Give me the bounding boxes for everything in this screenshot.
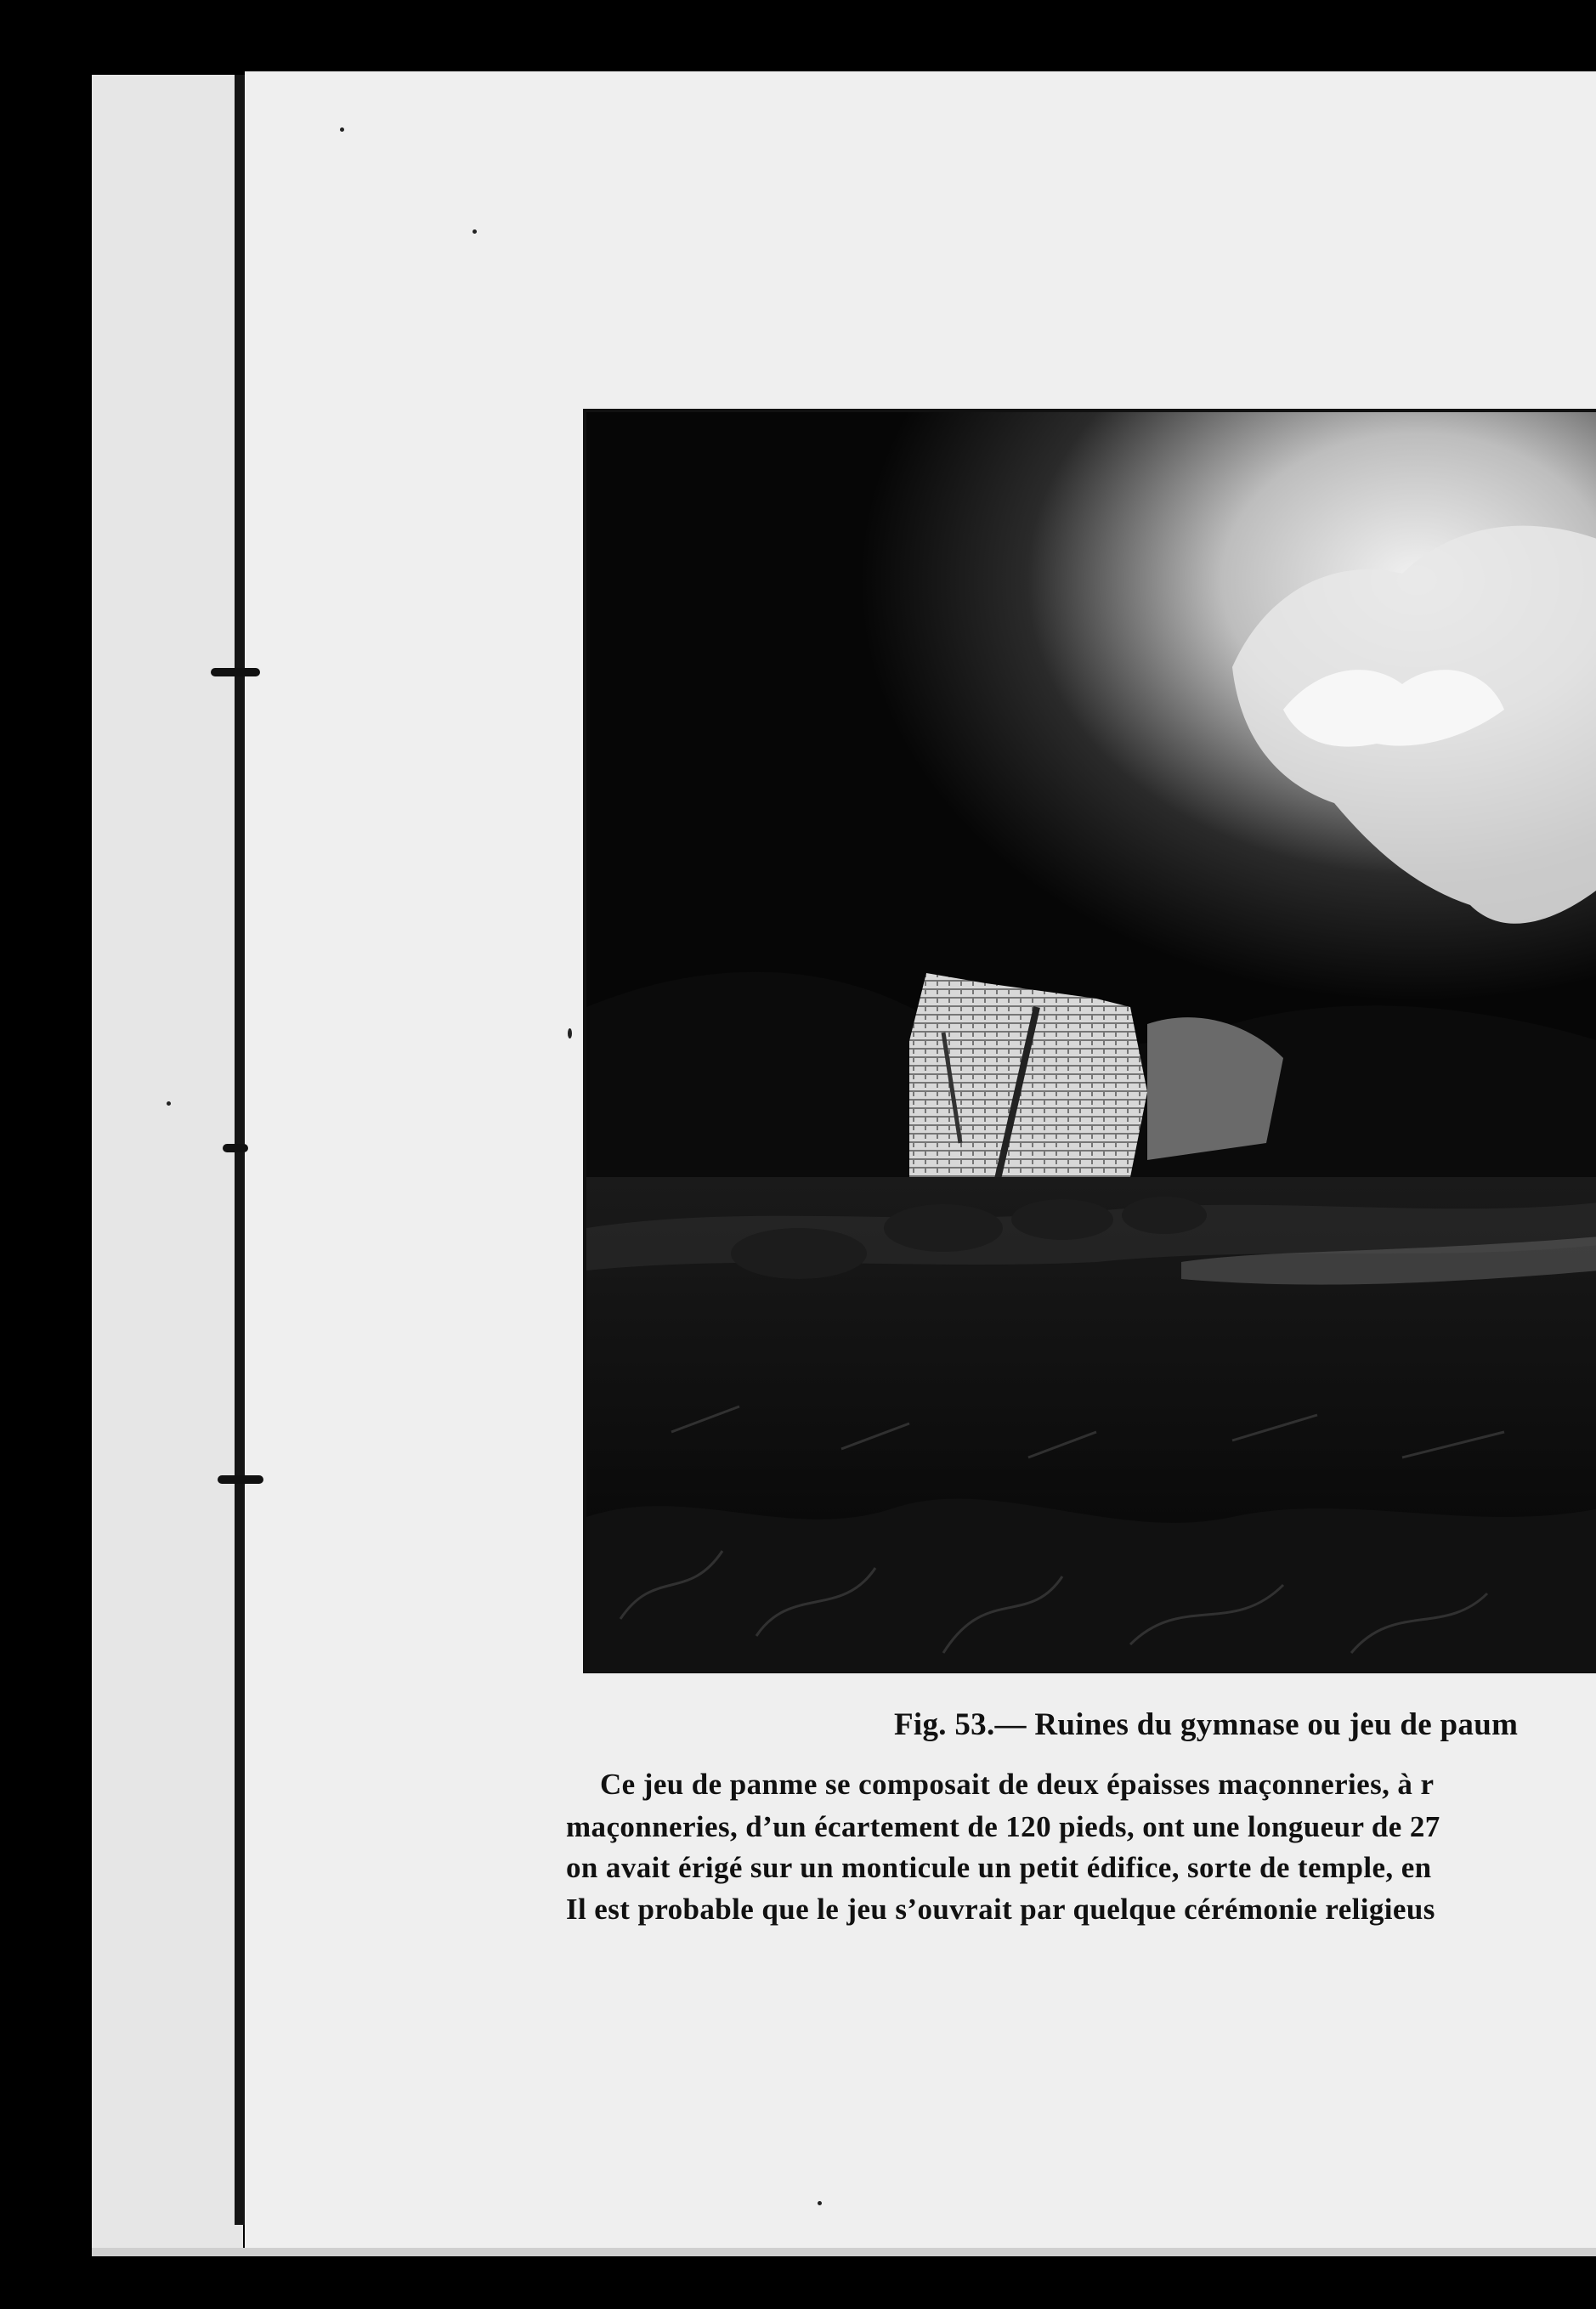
dust-speck: [818, 2201, 822, 2205]
thread-knot: [211, 668, 260, 676]
body-line: Il est probable que le jeu s’ouvrait par quelque cérémonie religieus: [566, 1893, 1435, 1926]
dust-speck: [167, 1101, 171, 1106]
thread-knot: [223, 1144, 248, 1152]
thread-knot: [218, 1475, 263, 1484]
ruins-engraving: [586, 412, 1596, 1673]
body-line: maçonneries, d’un écartement de 120 pieds, ont une longueur de 27: [566, 1810, 1440, 1843]
body-line: Ce jeu de panme se composait de deux épaisses maçonneries, à r: [600, 1768, 1435, 1801]
dust-speck: [568, 1028, 572, 1038]
binding-margin: [92, 75, 243, 2250]
page-bottom-edge: [92, 2248, 1596, 2256]
figure-caption: Fig. 53.— Ruines du gymnase ou jeu de paum: [894, 1707, 1519, 1742]
dust-speck: [473, 229, 477, 234]
dust-speck: [340, 127, 344, 132]
engraving-figure: [583, 409, 1596, 1673]
body-line: on avait érigé sur un monticule un petit édifice, sorte de temple, en: [566, 1851, 1432, 1884]
